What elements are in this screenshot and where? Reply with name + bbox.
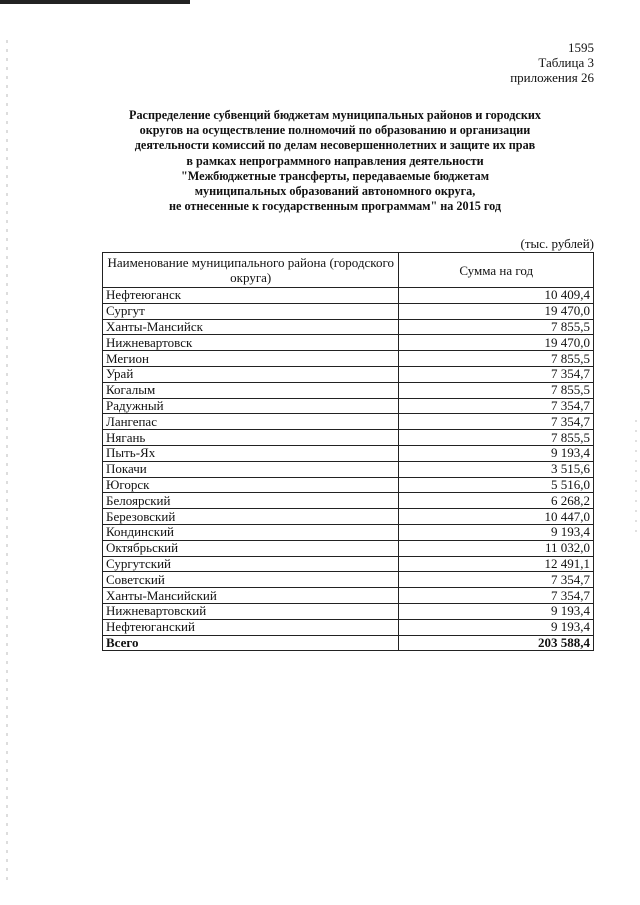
municipality-name: Березовский	[103, 509, 399, 525]
municipality-name: Сургутский	[103, 556, 399, 572]
municipality-name: Покачи	[103, 461, 399, 477]
total-amount: 203 588,4	[399, 635, 594, 651]
title-line: округов на осуществление полномочий по образованию и организации	[139, 123, 531, 138]
annual-amount: 7 354,7	[399, 572, 594, 588]
table-row	[103, 461, 594, 477]
table-row	[103, 509, 594, 525]
title-line: деятельности комиссий по делам несовершеннолетних и защите их прав	[134, 138, 536, 153]
table-row	[103, 524, 594, 540]
municipality-name: Лангепас	[103, 414, 399, 430]
annual-amount: 7 855,5	[399, 430, 594, 446]
municipality-name: Урай	[103, 366, 399, 382]
annual-amount: 10 447,0	[399, 509, 594, 525]
table-row	[103, 477, 594, 493]
municipality-name: Советский	[103, 572, 399, 588]
annual-amount: 9 193,4	[399, 524, 594, 540]
table-header-row	[103, 253, 594, 288]
table-row	[103, 588, 594, 604]
annual-amount: 19 470,0	[399, 335, 594, 351]
annual-amount: 19 470,0	[399, 303, 594, 319]
annual-amount: 7 354,7	[399, 366, 594, 382]
municipality-name: Нижневартовск	[103, 335, 399, 351]
annual-amount: 7 354,7	[399, 414, 594, 430]
table-row	[103, 366, 594, 382]
title-line: муниципальных образований автономного округа,	[194, 184, 476, 199]
annual-amount: 9 193,4	[399, 603, 594, 619]
table-row	[103, 493, 594, 509]
table-row	[103, 351, 594, 367]
municipality-name: Пыть-Ях	[103, 445, 399, 461]
municipality-name: Нижневартовский	[103, 603, 399, 619]
table-row	[103, 445, 594, 461]
municipality-name: Нягань	[103, 430, 399, 446]
title-line: не отнесенные к государственным программам" на 2015 год	[168, 199, 501, 214]
table-row	[103, 303, 594, 319]
annual-amount: 10 409,4	[399, 288, 594, 304]
top-edge-line	[0, 0, 190, 4]
document-header	[510, 40, 594, 85]
table-row	[103, 572, 594, 588]
table-row	[103, 603, 594, 619]
municipality-name: Югорск	[103, 477, 399, 493]
scan-right-edge	[635, 420, 637, 540]
title-line: "Межбюджетные трансферты, передаваемые бюджетам	[180, 168, 490, 183]
municipality-name: Нефтеюганск	[103, 288, 399, 304]
table-row	[103, 430, 594, 446]
municipality-name: Кондинский	[103, 524, 399, 540]
column-header-name: Наименование муниципального района (городского округа)	[103, 253, 399, 288]
annual-amount: 11 032,0	[399, 540, 594, 556]
table-row	[103, 540, 594, 556]
title-line: в рамках непрограммного направления деятельности	[186, 153, 484, 168]
annual-amount: 6 268,2	[399, 493, 594, 509]
table-row	[103, 335, 594, 351]
annual-amount: 7 855,5	[399, 319, 594, 335]
subsidy-table	[102, 252, 594, 651]
table-row	[103, 319, 594, 335]
appendix-label: приложения 26	[510, 70, 594, 85]
column-header-amount: Сумма на год	[399, 253, 594, 288]
municipality-name: Ханты-Мансийский	[103, 588, 399, 604]
municipality-name: Нефтеюганский	[103, 619, 399, 635]
annual-amount: 12 491,1	[399, 556, 594, 572]
title-line: Распределение субвенций бюджетам муниципальных районов и городских	[129, 108, 541, 122]
table-row	[103, 288, 594, 304]
total-label: Всего	[103, 635, 399, 651]
municipality-name: Белоярский	[103, 493, 399, 509]
municipality-name: Сургут	[103, 303, 399, 319]
table-row	[103, 414, 594, 430]
table-label: Таблица 3	[538, 55, 594, 70]
total-row	[103, 635, 594, 651]
municipality-name: Мегион	[103, 351, 399, 367]
table-row	[103, 398, 594, 414]
annual-amount: 9 193,4	[399, 445, 594, 461]
table-row	[103, 382, 594, 398]
municipality-name: Радужный	[103, 398, 399, 414]
annual-amount: 3 515,6	[399, 461, 594, 477]
annual-amount: 7 855,5	[399, 382, 594, 398]
document-title	[105, 108, 565, 214]
annual-amount: 7 855,5	[399, 351, 594, 367]
table-row	[103, 556, 594, 572]
table-row	[103, 619, 594, 635]
annual-amount: 7 354,7	[399, 398, 594, 414]
scan-left-edge	[6, 40, 8, 880]
page-number: 1595	[568, 40, 594, 55]
municipality-name: Октябрьский	[103, 540, 399, 556]
municipality-name: Ханты-Мансийск	[103, 319, 399, 335]
unit-note: (тыс. рублей)	[520, 236, 594, 251]
annual-amount: 9 193,4	[399, 619, 594, 635]
municipality-name: Когалым	[103, 382, 399, 398]
annual-amount: 5 516,0	[399, 477, 594, 493]
annual-amount: 7 354,7	[399, 588, 594, 604]
